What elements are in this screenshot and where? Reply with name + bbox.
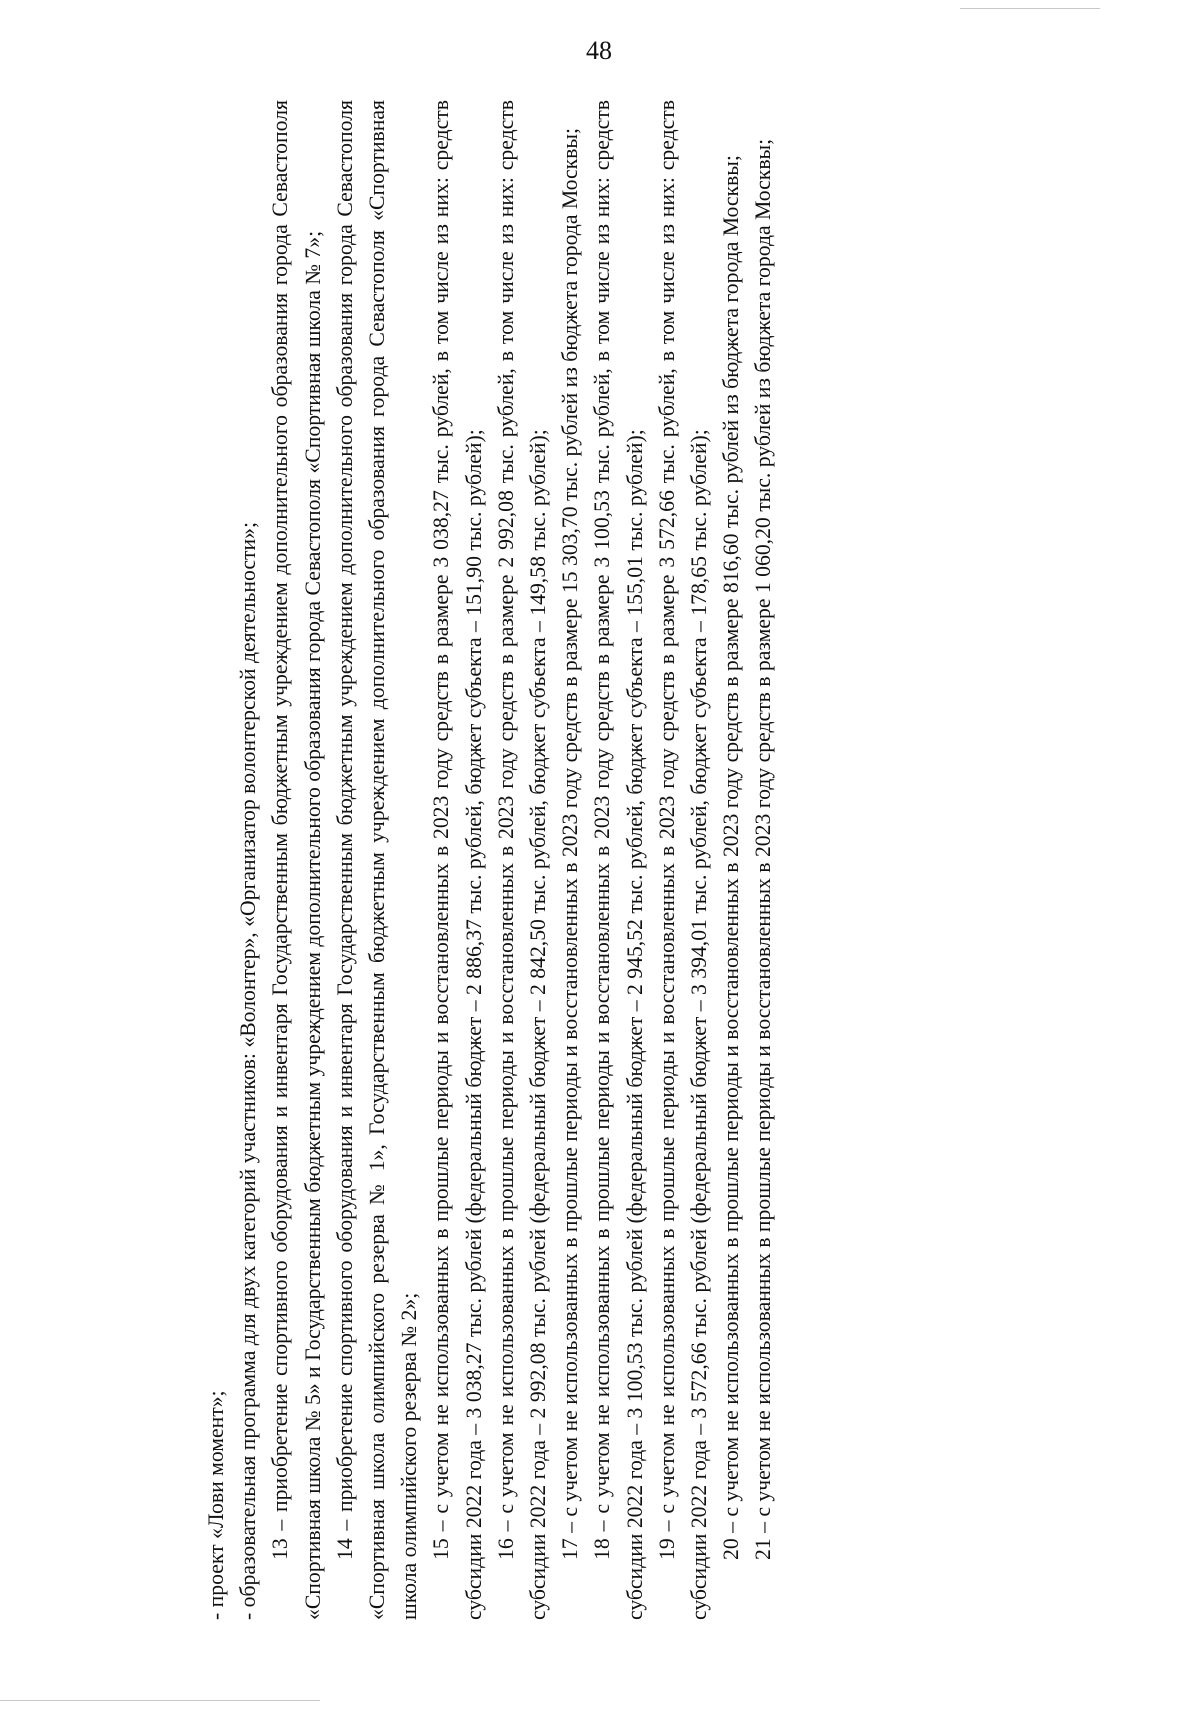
paragraph-footnote-21: 21 – с учетом не использованных в прошлые периоды и восстановленных в 2023 году средств в размере 1 060,20 тыс. рублей из бюджета города Москвы;: [751, 138, 776, 1560]
paragraph-education-program: - образовательная программа для двух категорий участников: «Волонтер», «Организатор волонтерской деятельности»;: [236, 522, 261, 1620]
page-number: 48: [586, 36, 612, 65]
paragraph-footnote-20: 20 – с учетом не использованных в прошлые периоды и восстановленных в 2023 году средств в размере 816,60 тыс. рублей из бюджета города Москвы;: [719, 155, 744, 1560]
document-body: [200, 100, 1100, 1620]
paragraph-project-item: - проект «Лови момент»;: [204, 1390, 228, 1620]
paragraph-footnote-16: 16 – с учетом не использованных в прошлые периоды и восстановленных в 2023 году средств в размере 2 992,08 тыс. рублей, в том числе из них: средств субсидии 2022 года – 2 992,08 тыс. рублей (федеральный бюджет – 2 842,50 тыс. рублей, бюджет субъекта – 149,58 тыс. рублей);: [493, 100, 551, 1620]
paragraph-footnote-19: 19 – с учетом не использованных в прошлые периоды и восстановленных в 2023 году средств в размере 3 572,66 тыс. рублей, в том числе из них: средств субсидии 2022 года – 3 572,66 тыс. рублей (федеральный бюджет – 3 394,01 тыс. рублей, бюджет субъекта – 178,65 тыс. рублей);: [654, 100, 712, 1620]
paragraph-footnote-17: 17 – с учетом не использованных в прошлые периоды и восстановленных в 2023 году средств в размере 15 303,70 тыс. рублей из бюджета города Москвы;: [558, 128, 583, 1560]
paragraph-footnote-14: 14 – приобретение спортивного оборудования и инвентаря Государственным бюджетным учреждением дополнительного образования города Севастополя «Спортивная школа олимпийского резерва № 1», Государственным бюджетным учреждением дополнительного образования города Севастополя «Спортивная школа олимпийского резерва № 2»;: [332, 100, 422, 1620]
scan-artifact-top: [960, 8, 1100, 9]
paragraph-footnote-13: 13 – приобретение спортивного оборудования и инвентаря Государственным бюджетным учреждением дополнительного образования города Севастополя «Спортивная школа № 5» и Государственным бюджетным учреждением дополнительного образования города Севастополя «Спортивная школа № 7»;: [268, 100, 325, 1620]
scan-artifact-bottom: [0, 1700, 320, 1701]
paragraph-footnote-18: 18 – с учетом не использованных в прошлые периоды и восстановленных в 2023 году средств в размере 3 100,53 тыс. рублей, в том числе из них: средств субсидии 2022 года – 3 100,53 тыс. рублей (федеральный бюджет – 2 945,52 тыс. рублей, бюджет субъекта – 155,01 тыс. рублей);: [590, 100, 647, 1620]
paragraph-footnote-15: 15 – с учетом не использованных в прошлые периоды и восстановленных в 2023 году средств в размере 3 038,27 тыс. рублей, в том числе из них: средств субсидии 2022 года – 3 038,27 тыс. рублей (федеральный бюджет – 2 886,37 тыс. рублей, бюджет субъекта – 151,90 тыс. рублей);: [429, 100, 486, 1620]
